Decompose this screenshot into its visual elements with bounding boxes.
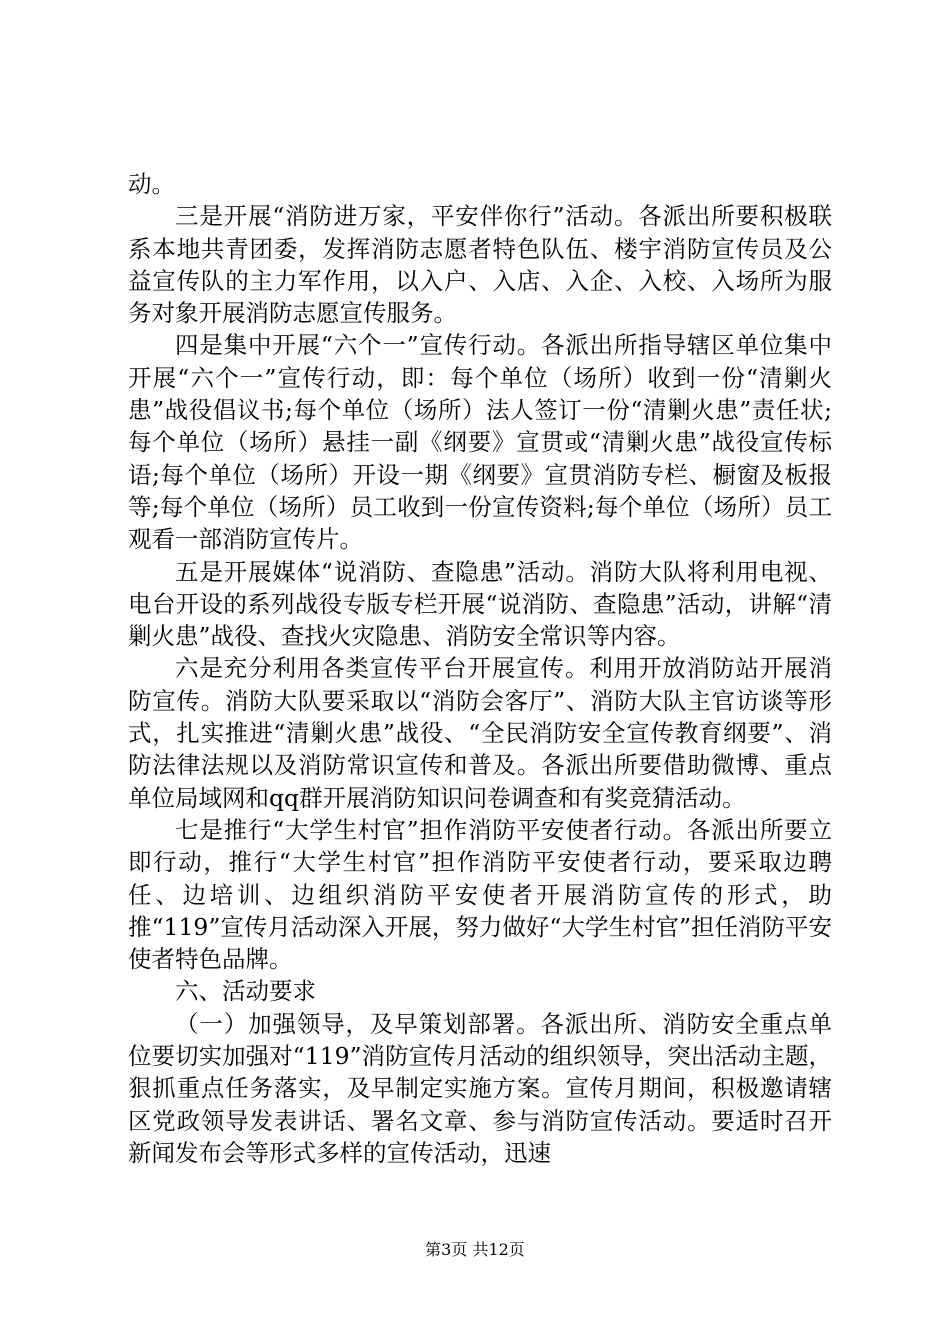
page-footer: 第3页 共12页 <box>425 1240 525 1259</box>
paragraph-item-six: 六是充分利用各类宣传平台开展宣传。利用开放消防站开展消防宣传。消防大队要采取以“消防会客厅”、消防大队主官访谈等形式，扎实推进“清剿火患”战役、“全民消防安全宣传教育纲要”、消防法律法规以及消防常识宣传和普及。各派出所要借助微博、重点单位局域网和qq群开展消防知识问卷调查和有奖竞猜活动。 <box>128 654 832 812</box>
paragraph-requirement-one: （一）加强领导，及早策划部署。各派出所、消防安全重点单位要切实加强对“119”消防宣传月活动的组织领导，突出活动主题，狠抓重点任务落实，及早制定实施方案。宣传月期间，积极邀请辖区党政领导发表讲话、署名文章、参与消防宣传活动。要适时召开新闻发布会等形式多样的宣传活动，迅速 <box>128 1009 832 1167</box>
paragraph-item-seven: 七是推行“大学生村官”担作消防平安使者行动。各派出所要立即行动，推行“大学生村官”担作消防平安使者行动，要采取边聘任、边培训、边组织消防平安使者开展消防宣传的形式，助推“119”宣传月活动深入开展，努力做好“大学生村官”担任消防平安使者特色品牌。 <box>128 815 832 974</box>
paragraph-continuation: 动。 <box>128 170 175 198</box>
paragraph-item-five: 五是开展媒体“说消防、查隐患”活动。消防大队将利用电视、电台开设的系列战役专版专栏开展“说消防、查隐患”活动，讲解“清剿火患”战役、查找火灾隐患、消防安全常识等内容。 <box>128 557 832 651</box>
paragraph-item-four: 四是集中开展“六个一”宣传行动。各派出所指导辖区单位集中开展“六个一”宣传行动，即：每个单位（场所）收到一份“清剿火患”战役倡议书;每个单位（场所）法人签订一份“清剿火患”责任状;每个单位（场所）悬挂一副《纲要》宣贯或“清剿火患”战役宣传标语;每个单位（场所）开设一期《纲要》宣贯消防专栏、橱窗及板报等;每个单位（场所）员工收到一份宣传资料;每个单位（场所）员工观看一部消防宣传片。 <box>128 331 832 554</box>
paragraph-item-three: 三是开展“消防进万家，平安伴你行”活动。各派出所要积极联系本地共青团委，发挥消防志愿者特色队伍、楼宇消防宣传员及公益宣传队的主力军作用，以入户、入店、入企、入校、入场所为服务对象开展消防志愿宣传服务。 <box>128 202 832 328</box>
document-body <box>128 168 832 1169</box>
section-heading: 六、活动要求 <box>175 977 316 1006</box>
